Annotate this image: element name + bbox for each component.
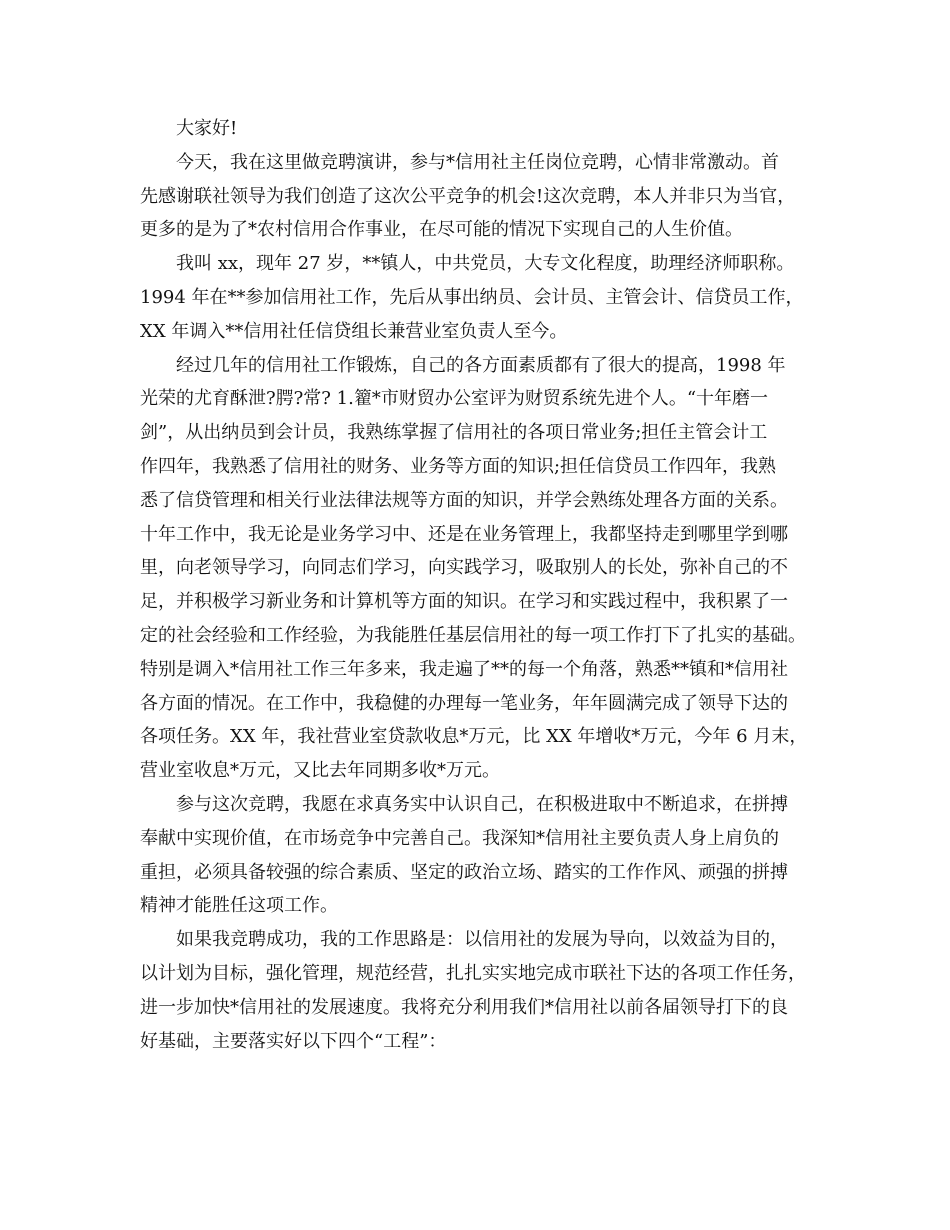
text-line: 今天，我在这里做竞聘演讲，参与*信用社主任岗位竞聘，心情非常激动。首 [176, 151, 779, 173]
text-line: 十年工作中，我无论是业务学习中、还是在业务管理上，我都坚持走到哪里学到哪 [140, 523, 788, 545]
text-line: 以计划为目标，强化管理，规范经营，扎扎实实地完成市联社下达的各项工作任务， [140, 962, 806, 984]
paragraph-self-introduction [140, 247, 820, 348]
text-line: 剑”，从出纳员到会计员，我熟练掌握了信用社的各项日常业务;担任主管会计工 [140, 422, 768, 444]
text-line: 1994 年在**参加信用社工作，先后从事出纳员、会计员、主管会计、信贷员工作， [140, 286, 804, 308]
text-line: 足，并积极学习新业务和计算机等方面的知识。在学习和实践过程中，我积累了一 [140, 591, 788, 613]
text-line: 先感谢联社领导为我们创造了这次公平竞争的机会!这次竞聘，本人并非只为当官， [140, 185, 796, 207]
text-line: 作四年，我熟悉了信用社的财务、业务等方面的知识;担任信贷员工作四年，我熟 [140, 455, 777, 477]
text-line: 如果我竞聘成功，我的工作思路是：以信用社的发展为导向，以效益为目的， [176, 929, 788, 951]
paragraph-work-plan [140, 923, 820, 1058]
text-line: 我叫 xx，现年 27 岁，**镇人，中共党员，大专文化程度，助理经济师职称。 [176, 253, 795, 275]
text-line: 特别是调入*信用社工作三年多来，我走遍了**的每一个角落，熟悉**镇和*信用社 [140, 658, 788, 680]
text-line: 各项任务。XX 年，我社营业室贷款收息*万元，比 XX 年增收*万元，今年 6 月末， [140, 726, 808, 748]
text-line: 更多的是为了*农村信用合作事业，在尽可能的情况下实现自己的人生价值。 [140, 219, 743, 241]
paragraph-commitment [140, 788, 820, 923]
text-line: XX 年调入**信用社任信贷组长兼营业室负责人至今。 [140, 320, 568, 342]
text-line: 营业室收息*万元，又比去年同期多收*万元。 [140, 760, 500, 782]
paragraph-intro [140, 146, 820, 247]
text-line: 光荣的尤育酥泄?腭?常? 1.籊*市财贸办公室评为财贸系统先进个人。“十年磨一 [140, 388, 769, 410]
text-line: 各方面的情况。在工作中，我稳健的办理每一笔业务，年年圆满完成了领导下达的 [140, 692, 788, 714]
paragraph-experience [140, 349, 820, 788]
text-line: 奉献中实现价值，在市场竞争中完善自己。我深知*信用社主要负责人身上肩负的 [140, 827, 779, 849]
text-line: 好基础，主要落实好以下四个“工程”： [140, 1030, 447, 1052]
text-line: 里，向老领导学习，向同志们学习，向实践学习，吸取别人的长处，弥补自己的不 [140, 557, 788, 579]
text-line: 悉了信贷管理和相关行业法律法规等方面的知识，并学会熟练处理各方面的关系。 [140, 489, 788, 511]
text-line: 参与这次竞聘，我愿在求真务实中认识自己，在积极进取中不断追求，在拼搏 [176, 793, 788, 815]
document-body [140, 112, 820, 1058]
text-line: 精神才能胜任这项工作。 [140, 895, 338, 917]
greeting-line: 大家好! [176, 118, 238, 139]
text-line: 经过几年的信用社工作锻炼，自己的各方面素质都有了很大的提高，1998 年 [176, 354, 786, 376]
text-line: 定的社会经验和工作经验，为我能胜任基层信用社的每一项工作打下了扎实的基础。 [140, 624, 806, 646]
text-line: 进一步加快*信用社的发展速度。我将充分利用我们*信用社以前各届领导打下的良 [140, 996, 788, 1018]
text-line: 重担，必须具备较强的综合素质、坚定的政治立场、踏实的工作作风、顽强的拼搏 [140, 861, 788, 883]
